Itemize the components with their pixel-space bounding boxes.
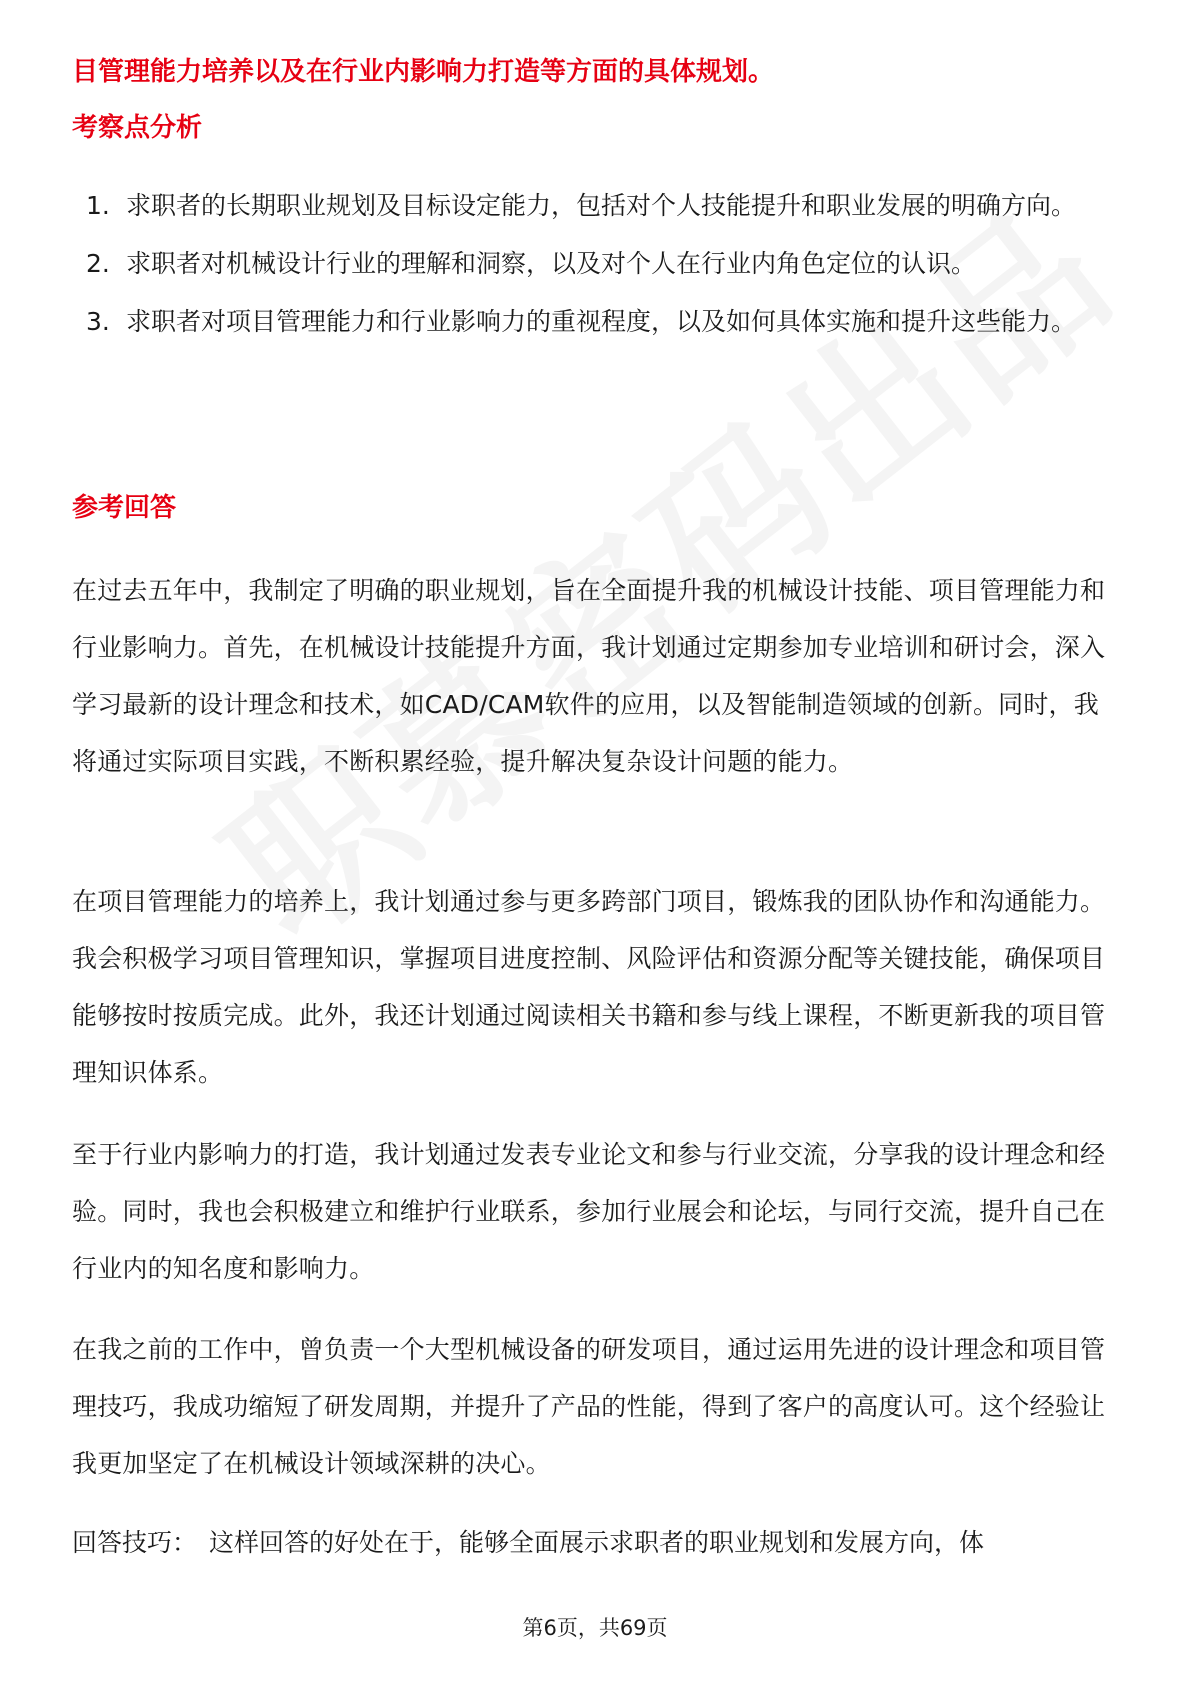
answer-paragraph: 在我之前的工作中，曾负责一个大型机械设备的研发项目，通过运用先进的设计理念和项目管理技巧，我成功缩短了研发周期，并提升了产品的性能，得到了客户的高度认可。这个经验让我更加坚定了在机械设计领域深耕的决心。 (72, 1335, 1106, 1478)
list-item-number: 2. (86, 249, 110, 278)
answer-paragraph: 至于行业内影响力的打造，我计划通过发表专业论文和参与行业交流，分享我的设计理念和经验。同时，我也会积极建立和维护行业联系，参加行业展会和论坛，与同行交流，提升自己在行业内的知名度和影响力。 (72, 1140, 1106, 1283)
tips-text: 这样回答的好处在于，能够全面展示求职者的职业规划和发展方向，体 (209, 1528, 985, 1557)
page-footer: 第6页，共69页 (522, 1616, 668, 1640)
list-item-text: 求职者的长期职业规划及目标设定能力，包括对个人技能提升和职业发展的明确方向。 (126, 191, 1077, 220)
list-item (72, 178, 1122, 234)
list-item-text: 求职者对机械设计行业的理解和洞察，以及对个人在行业内角色定位的认识。 (126, 249, 977, 278)
list-item-text: 求职者对项目管理能力和行业影响力的重视程度，以及如何具体实施和提升这些能力。 (126, 307, 1077, 336)
analysis-heading: 考察点分析 (72, 113, 203, 143)
list-item (72, 294, 1122, 350)
list-item-number: 1. (86, 191, 110, 220)
answer-paragraph: 在过去五年中，我制定了明确的职业规划，旨在全面提升我的机械设计技能、项目管理能力和行业影响力。首先，在机械设计技能提升方面，我计划通过定期参加专业培训和研讨会，深入学习最新的设计理念和技术，如CAD/CAM软件的应用，以及智能制造领域的创新。同时，我将通过实际项目实践，不断积累经验，提升解决复杂设计问题的能力。 (72, 576, 1106, 776)
answer-heading: 参考回答 (72, 493, 177, 523)
answer-tips (72, 1514, 1132, 1571)
continued-question-title: 目管理能力培养以及在行业内影响力打造等方面的具体规划。 (72, 57, 775, 87)
list-item (72, 236, 1122, 292)
answer-paragraph: 在项目管理能力的培养上，我计划通过参与更多跨部门项目，锻炼我的团队协作和沟通能力。我会积极学习项目管理知识，掌握项目进度控制、风险评估和资源分配等关键技能，确保项目能够按时按质完成。此外，我还计划通过阅读相关书籍和参与线上课程，不断更新我的项目管理知识体系。 (72, 887, 1106, 1087)
tips-label: 回答技巧： (72, 1528, 198, 1557)
analysis-list (72, 178, 1122, 352)
list-item-number: 3. (86, 307, 110, 336)
